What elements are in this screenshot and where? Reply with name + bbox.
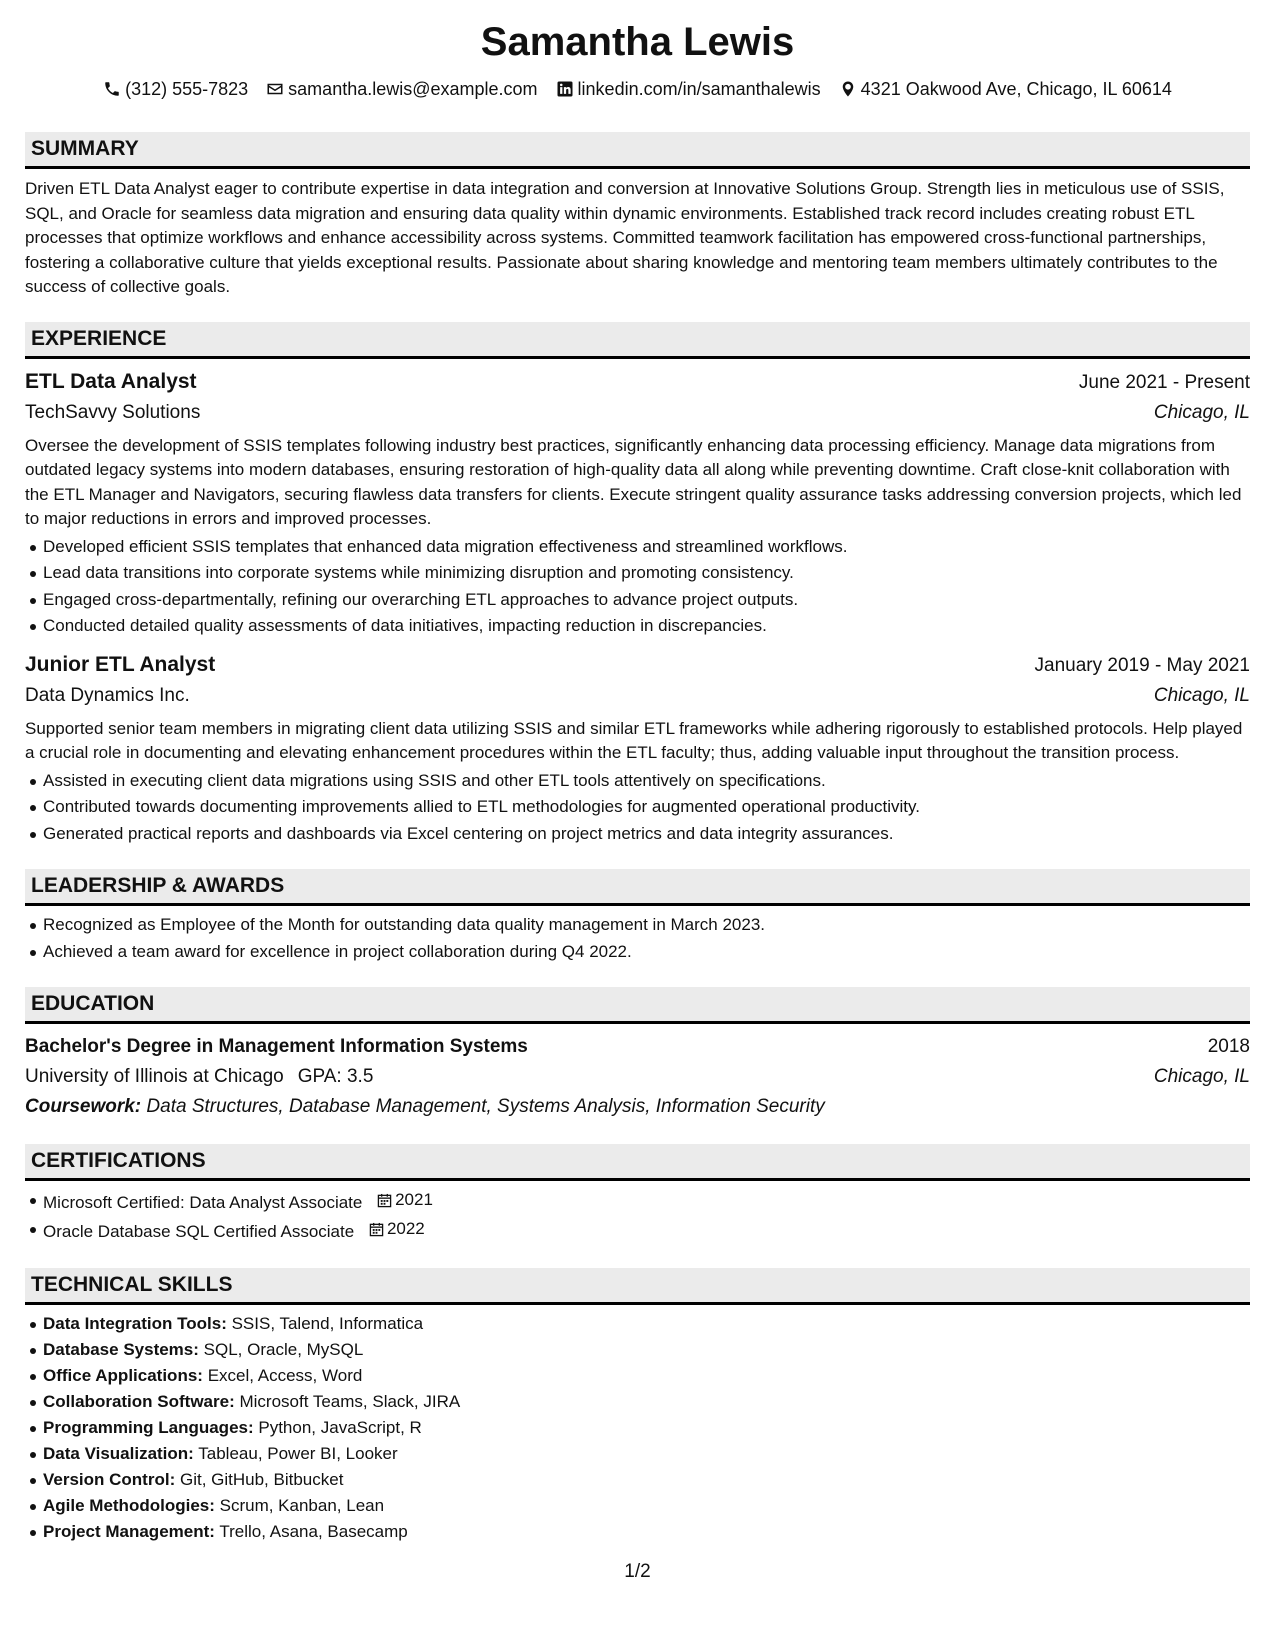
job-title: Junior ETL Analyst — [25, 652, 216, 676]
job-bullets — [25, 534, 1250, 640]
leadership-list — [25, 912, 1250, 965]
list-item — [43, 1187, 1250, 1216]
skill-label: Programming Languages: — [43, 1417, 254, 1437]
skill-label: Database Systems: — [43, 1339, 199, 1359]
skill-label: Project Management: — [43, 1521, 215, 1541]
skill-value: Scrum, Kanban, Lean — [219, 1495, 385, 1515]
list-item — [43, 1467, 1250, 1493]
list-item — [43, 1389, 1250, 1415]
email-text[interactable]: samantha.lewis@example.com — [288, 79, 538, 99]
job-entry — [25, 367, 1250, 640]
skill-value: Git, GitHub, Bitbucket — [179, 1469, 344, 1489]
list-item: Generated practical reports and dashboards via Excel centering on project metrics and data integrity assurances. — [43, 821, 1250, 848]
contact-phone — [103, 76, 248, 102]
list-item — [43, 1441, 1250, 1467]
leadership-heading: LEADERSHIP & AWARDS — [25, 869, 1250, 906]
linkedin-icon — [556, 80, 574, 98]
skill-value: SSIS, Talend, Informatica — [231, 1313, 424, 1333]
resume-page — [25, 18, 1250, 1545]
job-location: Chicago, IL — [1153, 684, 1250, 706]
contact-email[interactable] — [266, 76, 537, 102]
cert-name: Microsoft Certified: Data Analyst Associate — [43, 1192, 363, 1212]
list-item: Assisted in executing client data migrations using SSIS and other ETL tools attentively on specifications. — [43, 768, 1250, 795]
phone-text: (312) 555-7823 — [125, 79, 249, 99]
list-item — [43, 1311, 1250, 1337]
skill-label: Collaboration Software: — [43, 1391, 235, 1411]
skill-value: Python, JavaScript, R — [258, 1417, 422, 1437]
gpa: GPA: 3.5 — [297, 1066, 374, 1087]
address-text: 4321 Oakwood Ave, Chicago, IL 60614 — [860, 79, 1172, 99]
job-bullets — [25, 768, 1250, 848]
cert-name: Oracle Database SQL Certified Associate — [43, 1222, 355, 1241]
job-dates: June 2021 - Present — [1078, 371, 1250, 393]
skills-heading: TECHNICAL SKILLS — [25, 1268, 1250, 1305]
skill-label: Agile Methodologies: — [43, 1495, 215, 1515]
job-location: Chicago, IL — [1153, 401, 1250, 423]
skill-value: Excel, Access, Word — [207, 1365, 363, 1385]
contact-bar — [25, 76, 1250, 102]
contact-address — [839, 76, 1172, 102]
map-pin-icon — [839, 80, 857, 98]
list-item — [43, 1216, 1250, 1245]
school-location: Chicago, IL — [1153, 1066, 1250, 1087]
contact-linkedin[interactable] — [556, 76, 821, 102]
list-item: Contributed towards documenting improvements allied to ETL methodologies for augmented operational productivity. — [43, 794, 1250, 821]
certifications-heading: CERTIFICATIONS — [25, 1144, 1250, 1181]
skill-label: Data Visualization: — [43, 1443, 194, 1463]
list-item — [43, 1363, 1250, 1389]
list-item — [43, 1415, 1250, 1441]
job-description: Supported senior team members in migrating client data utilizing SSIS and similar ETL frameworks while adhering rigorously to established protocols. Help played a crucial role in documenting and elevating enhancement procedures within the ETL faculty; thus, adding valuable input throughout the transition process. — [25, 718, 1243, 762]
job-company: TechSavvy Solutions — [25, 401, 201, 423]
degree-title: Bachelor's Degree in Management Information Systems — [25, 1036, 528, 1057]
cert-year: 2022 — [386, 1219, 425, 1239]
envelope-icon — [266, 80, 284, 98]
list-item — [43, 1337, 1250, 1363]
linkedin-text[interactable]: linkedin.com/in/samanthalewis — [577, 79, 821, 99]
list-item: Lead data transitions into corporate systems while minimizing disruption and promoting consistency. — [43, 560, 1250, 587]
phone-icon — [103, 80, 121, 98]
job-entry — [25, 650, 1250, 848]
job-description: Oversee the development of SSIS templates following industry best practices, significantly enhancing data processing efficiency. Manage data migrations from outdated legacy systems into modern databases, ensuring restoration of high-quality data all along while preventing downtime. Craft close-knit collaboration with the ETL Manager and Navigators, securing flawless data transfers for clients. Execute stringent quality assurance tasks addressing conversion projects, which led to major reductions in errors and improved processes. — [25, 435, 1242, 528]
experience-heading: EXPERIENCE — [25, 322, 1250, 359]
candidate-name: Samantha Lewis — [480, 20, 795, 64]
skill-label: Version Control: — [43, 1469, 176, 1489]
job-title: ETL Data Analyst — [25, 369, 197, 393]
coursework-label: Coursework: — [25, 1096, 142, 1117]
skill-value: Trello, Asana, Basecamp — [219, 1521, 408, 1541]
cert-year: 2021 — [395, 1190, 433, 1209]
list-item: Recognized as Employee of the Month for outstanding data quality management in March 2023. — [43, 912, 1250, 939]
certifications-list — [25, 1187, 1250, 1246]
page-number: 1/2 — [624, 1561, 651, 1582]
skill-value: Tableau, Power BI, Looker — [198, 1443, 398, 1463]
coursework-list: Data Structures, Database Management, Systems Analysis, Information Security — [146, 1096, 825, 1117]
summary-text: Driven ETL Data Analyst eager to contribute expertise in data integration and conversion at Innovative Solutions Group. Strength lies in meticulous use of SSIS, SQL, and Oracle for seamless data migration and ensuring data quality within dynamic environments. Established track record includes creating robust ETL processes that optimize workflows and enhance accessibility across systems. Committed teamwork facilitation has empowered cross-functional partnerships, fostering a collaborative culture that yields exceptional results. Passionate about sharing knowledge and mentoring team members ultimately contributes to the success of collective goals. — [25, 179, 1225, 296]
job-company: Data Dynamics Inc. — [25, 684, 190, 706]
graduation-year: 2018 — [1207, 1036, 1250, 1057]
coursework — [25, 1092, 1250, 1122]
list-item: Conducted detailed quality assessments of data initiatives, impacting reduction in discrepancies. — [43, 613, 1250, 640]
list-item: Achieved a team award for excellence in project collaboration during Q4 2022. — [43, 939, 1250, 966]
skill-label: Office Applications: — [43, 1365, 203, 1385]
calendar-icon — [369, 1222, 384, 1237]
list-item — [43, 1493, 1250, 1519]
list-item — [43, 1519, 1250, 1545]
job-dates: January 2019 - May 2021 — [1034, 654, 1250, 676]
list-item: Developed efficient SSIS templates that enhanced data migration effectiveness and streamlined workflows. — [43, 534, 1250, 561]
school-name: University of Illinois at Chicago — [25, 1066, 284, 1087]
summary-heading: SUMMARY — [25, 132, 1250, 169]
calendar-icon — [377, 1193, 392, 1208]
skills-list — [25, 1311, 1250, 1545]
skill-value: SQL, Oracle, MySQL — [203, 1339, 364, 1359]
skill-value: Microsoft Teams, Slack, JIRA — [239, 1391, 461, 1411]
education-heading: EDUCATION — [25, 987, 1250, 1024]
list-item: Engaged cross-departmentally, refining our overarching ETL approaches to advance project outputs. — [43, 587, 1250, 614]
skill-label: Data Integration Tools: — [43, 1313, 227, 1333]
